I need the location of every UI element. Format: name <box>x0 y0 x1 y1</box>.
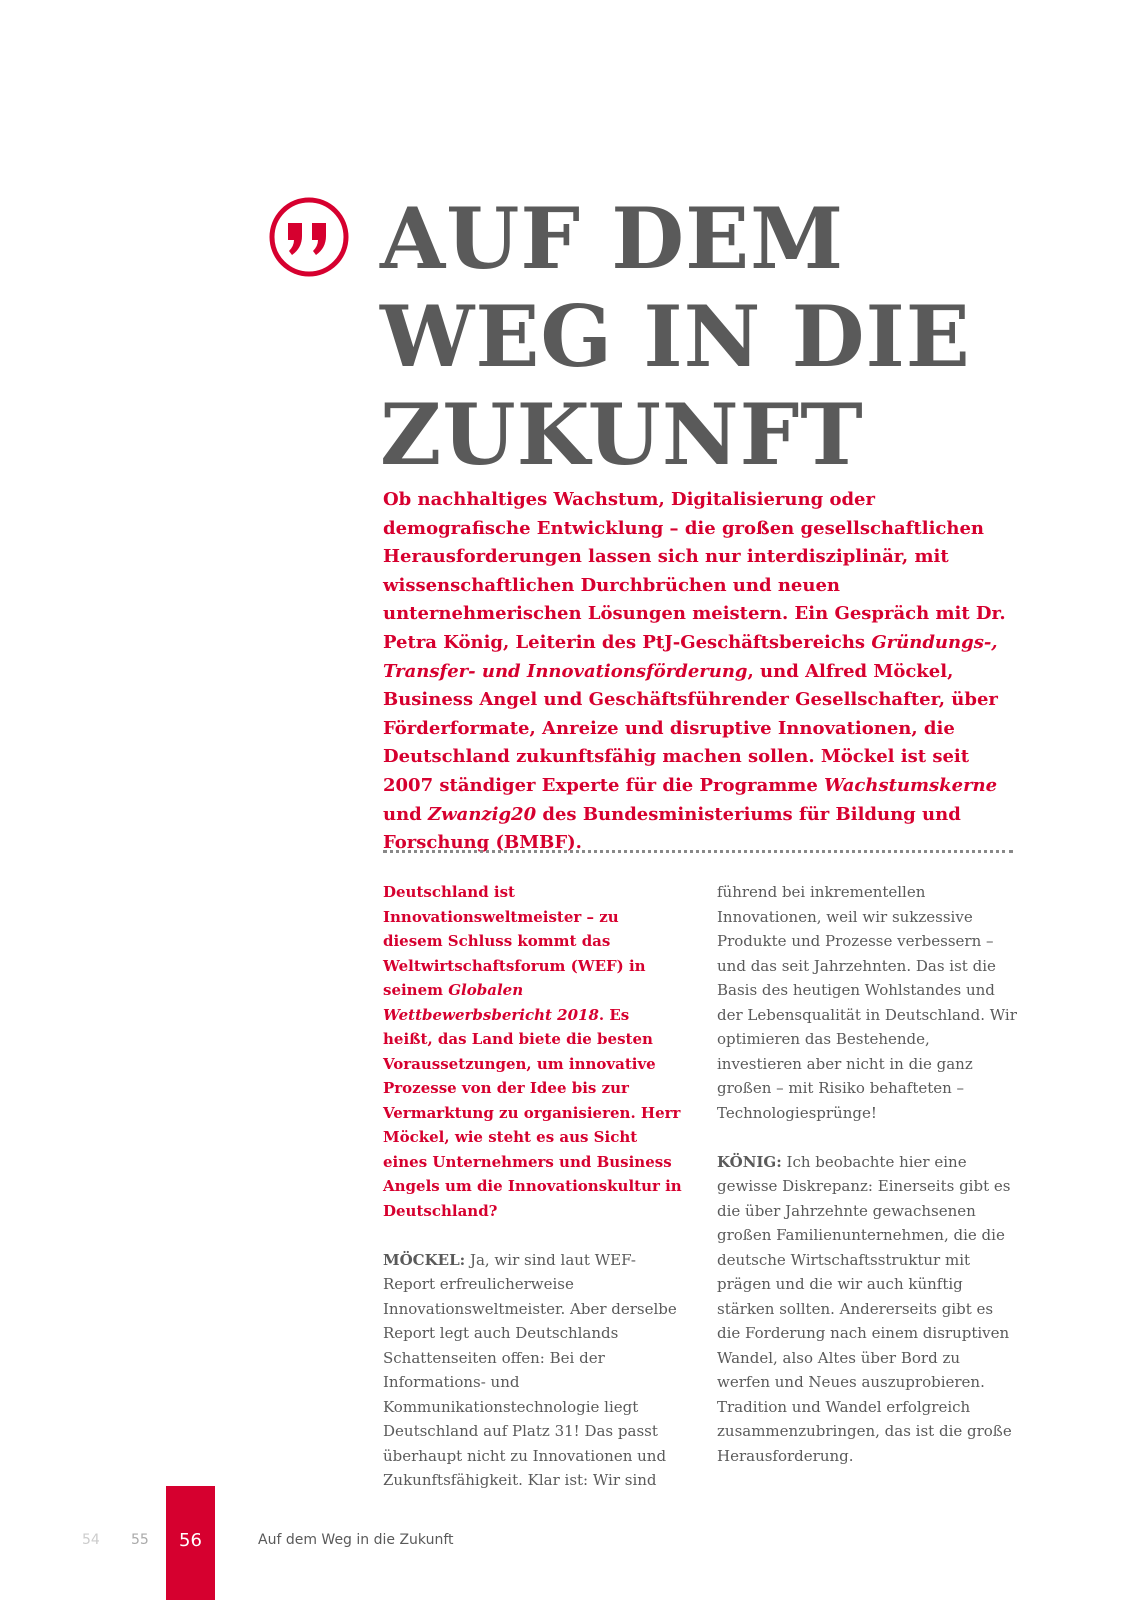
speaker-label: KÖNIG: <box>717 1152 782 1171</box>
page-title: AUF DEM WEG IN DIE ZUKUNFT <box>380 189 971 484</box>
answer-moeckel-continued: führend bei inkrementellen Innovationen, weil wir sukzessive Produkte und Prozesse verbessern – und das seit Jahrzehnten. Das ist die Basis des heutigen Wohlstandes und der Lebensqualität in Deutschland. Wir optimieren das Bestehende, investieren aber nicht in die ganz großen – mit Risiko behafteten – Technologiesprünge! <box>717 883 1017 1122</box>
intro-lead: Ob nachhaltiges Wachstum, Digitalisierung oder demografische Entwicklung – die großen gesellschaftlichen Herausforderungen lassen sich nur interdisziplinär, mit wissenschaftlichen Durchbrüchen und neuen unternehmerischen Lösungen meistern. Ein Gespräch mit Dr. Petra König, Leiterin des PtJ-Geschäftsbereichs Gründungs-, Transfer- und Innovationsförderung, und Alfred Möckel, Business Angel und Geschäftsführender Gesellschafter, über Förderformate, Anreize und disruptive Innovationen, die Deutschland zukunftsfähig machen sollen. Möckel ist seit 2007 ständiger Experte für die Programme Wachstumskerne und Zwanzig20 des Bundesministeriums für Bildung und Forschung (BMBF). <box>383 489 1006 854</box>
current-page-number: 56 <box>179 1530 202 1551</box>
answer-koenig: KÖNIG: Ich beobachte hier eine gewisse Diskrepanz: Einerseits gibt es die über Jahrzehnte gewachsenen großen Familienunternehmen, die die deutsche Wirtschaftsstruktur mit prägen und die wir auch künftig stärken sollten. Andererseits gibt es die Forderung nach einem disruptiven Wandel, also Altes über Bord zu werfen und Neues auszuprobieren. Tradition und Wandel erfolgreich zusammenzubringen, das ist die große Herausforderung. <box>717 1152 1012 1465</box>
text-column-left <box>383 880 683 1517</box>
page-link-54[interactable]: 54 <box>82 1532 100 1548</box>
dotted-divider <box>383 850 1013 853</box>
quote-circle-icon <box>268 196 350 278</box>
footer-title: Auf dem Weg in die Zukunft <box>258 1532 454 1548</box>
answer-moeckel: MÖCKEL: Ja, wir sind laut WEF-Report erfreulicherweise Innovationsweltmeister. Aber derselbe Report legt auch Deutschlands Schattenseiten offen: Bei der Informations- und Kommunikationstechnologie liegt Deutschland auf Platz 31! Das passt überhaupt nicht zu Innovationen und Zukunftsfähigkeit. Klar ist: Wir sind <box>383 1250 677 1489</box>
text-column-right <box>717 880 1017 1493</box>
interview-question: Deutschland ist Innovationsweltmeister – zu diesem Schluss kommt das Weltwirtschaftsforum (WEF) in seinem Globalen Wettbewerbsbericht 2018. Es heißt, das Land biete die besten Voraussetzungen, um innovative Prozesse von der Idee bis zur Vermarktung zu organisieren. Herr Möckel, wie steht es aus Sicht eines Unternehmers und Business Angels um die Innovationskultur in Deutschland? <box>383 883 682 1220</box>
speaker-label: MÖCKEL: <box>383 1250 466 1269</box>
page-link-55[interactable]: 55 <box>131 1532 149 1548</box>
